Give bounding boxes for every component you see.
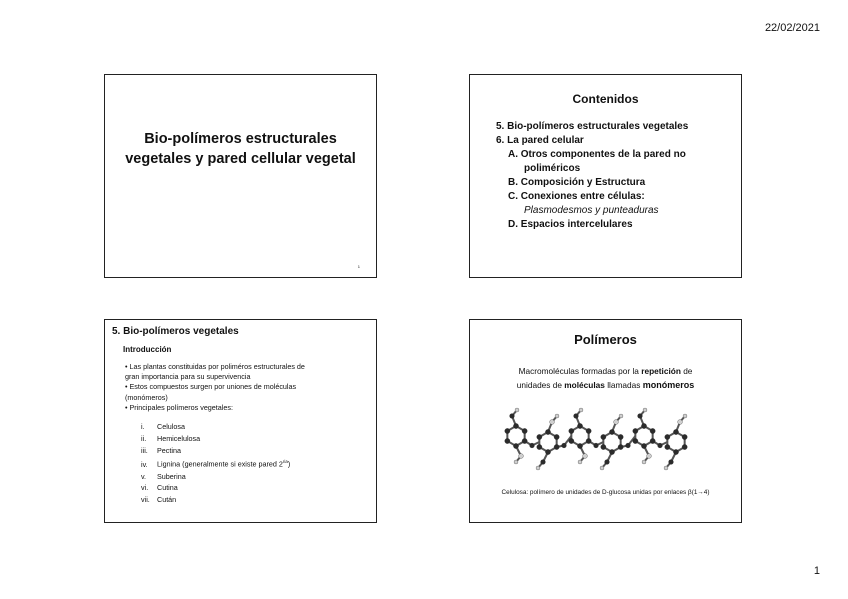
atom xyxy=(536,466,540,470)
atom xyxy=(594,443,599,448)
atom xyxy=(665,444,670,449)
atom xyxy=(554,444,559,449)
molecule-caption: Celulosa: polímero de unidades de D-glucosa unidas por enlaces β(1→4) xyxy=(501,489,710,496)
slide-thumbnail-2 xyxy=(469,74,742,278)
atom xyxy=(510,414,515,419)
desc-emph-repeticion: repetición xyxy=(641,366,681,376)
bullet-3: • Principales polímeros vegetales: xyxy=(125,402,233,412)
superscript: ria xyxy=(282,459,288,465)
slide1-title xyxy=(115,129,366,169)
desc-part: de xyxy=(680,366,693,376)
atom xyxy=(682,444,687,449)
atom xyxy=(678,420,683,425)
list-text: Cután xyxy=(157,495,177,505)
list-item xyxy=(141,445,290,457)
atom xyxy=(577,423,582,428)
atom xyxy=(633,438,638,443)
atom xyxy=(578,460,582,464)
atom xyxy=(658,443,663,448)
contents-item-5: 5. Bio-polímeros estructurales vegetales xyxy=(496,121,689,132)
list-text: Suberina xyxy=(157,471,186,481)
slide1-title-line1: Bio-polímeros estructurales xyxy=(144,131,337,147)
slide3-intro: Introducción xyxy=(123,345,172,354)
atom xyxy=(555,414,559,418)
atom xyxy=(673,449,678,454)
list-item xyxy=(141,421,290,433)
desc-line-2 xyxy=(480,378,731,392)
list-number: iii. xyxy=(141,445,148,455)
atom xyxy=(614,420,619,425)
atom xyxy=(633,428,638,433)
atom xyxy=(650,438,655,443)
atom xyxy=(562,443,567,448)
list-number: v. xyxy=(141,471,147,481)
atom xyxy=(586,428,591,433)
atom xyxy=(647,454,652,459)
atom xyxy=(554,434,559,439)
list-number: ii. xyxy=(141,433,147,443)
desc-line-1 xyxy=(480,364,731,378)
list-number: i. xyxy=(141,422,145,431)
atom xyxy=(522,428,527,433)
desc-emph-moleculas: moléculas xyxy=(564,380,605,390)
atom xyxy=(669,460,674,465)
atom xyxy=(619,414,623,418)
atom xyxy=(650,428,655,433)
atom xyxy=(618,444,623,449)
atom xyxy=(618,434,623,439)
atom xyxy=(601,444,606,449)
contents-item-a-cont: poliméricos xyxy=(524,163,581,174)
list-text: Cutina xyxy=(157,483,178,493)
slide1-title-line2: vegetales y pared cellular vegetal xyxy=(125,151,356,167)
atom xyxy=(583,454,588,459)
atom xyxy=(574,414,579,419)
atom xyxy=(505,428,510,433)
atom xyxy=(514,460,518,464)
contents-item-6: 6. La pared celular xyxy=(496,135,584,146)
contents-item-b: B. Composición y Estructura xyxy=(508,177,646,188)
atom xyxy=(579,408,583,412)
contents-item-c-sub: Plasmodesmos y punteaduras xyxy=(524,205,659,216)
slide3-title: 5. Bio-polímeros vegetales xyxy=(112,326,239,337)
atom xyxy=(545,429,550,434)
atom xyxy=(682,434,687,439)
bullet-2-line-2: (monómeros) xyxy=(125,392,168,402)
desc-part: llamadas xyxy=(604,380,643,390)
atom xyxy=(577,443,582,448)
slide2-title: Contenidos xyxy=(572,92,639,106)
list-text: Lignina (generalmente si existe pared 2 xyxy=(157,459,283,469)
contents-list xyxy=(496,120,688,232)
list-number: vii. xyxy=(141,495,150,505)
atom xyxy=(600,466,604,470)
atom xyxy=(609,449,614,454)
slide1-number: 1 xyxy=(357,264,360,269)
slide4-title: Polímeros xyxy=(574,332,637,347)
list-number: vi. xyxy=(141,483,149,493)
atom xyxy=(642,460,646,464)
desc-part: unidades de xyxy=(516,380,565,390)
contents-item-a: A. Otros componentes de la pared no xyxy=(508,149,686,160)
contents-item-d: D. Espacios intercelulares xyxy=(508,219,633,230)
bullet-1-line-2: gran importancia para su supervivencia xyxy=(125,372,251,382)
atom xyxy=(586,438,591,443)
list-text: Celulosa xyxy=(157,422,185,431)
atom xyxy=(569,428,574,433)
slide-thumbnail-3 xyxy=(104,319,377,523)
atom xyxy=(673,429,678,434)
slide-thumbnail-1 xyxy=(104,74,377,278)
atom xyxy=(609,429,614,434)
list-item xyxy=(141,482,290,494)
atom xyxy=(665,434,670,439)
list-text-end: ) xyxy=(287,459,291,469)
desc-emph-monomeros: monómeros xyxy=(642,380,695,390)
list-item xyxy=(141,456,290,470)
atom xyxy=(605,460,610,465)
atom xyxy=(643,408,647,412)
list-item xyxy=(141,433,290,445)
atom xyxy=(626,443,631,448)
atom xyxy=(513,423,518,428)
date-header: 22/02/2021 xyxy=(764,22,820,34)
atom xyxy=(537,434,542,439)
bullet-1-line-1: • Las plantas constituidas por poliméros estructurales de xyxy=(125,362,305,371)
cellulose-molecule-illustration xyxy=(500,404,705,474)
slide4-description xyxy=(480,364,731,392)
slide3-bullets xyxy=(125,362,370,413)
bullet-2-line-1: • Estos compuestos surgen por uniones de moléculas xyxy=(125,382,297,392)
list-item xyxy=(141,471,290,483)
list-text: Hemicelulosa xyxy=(157,433,201,443)
atom xyxy=(541,460,546,465)
atom xyxy=(641,443,646,448)
atom xyxy=(513,443,518,448)
list-number: iv. xyxy=(141,459,148,469)
atom xyxy=(569,438,574,443)
page-number: 1 xyxy=(813,565,820,577)
atom xyxy=(664,466,668,470)
atom xyxy=(515,408,519,412)
atom xyxy=(641,423,646,428)
list-text: Pectina xyxy=(157,445,181,455)
contents-item-c: C. Conexiones entre células: xyxy=(508,191,645,202)
atom xyxy=(505,438,510,443)
list-item xyxy=(141,494,290,506)
atom xyxy=(537,444,542,449)
atom xyxy=(601,434,606,439)
atom xyxy=(545,449,550,454)
atom xyxy=(683,414,687,418)
desc-part: Macromoléculas formadas por la xyxy=(518,366,642,376)
atom xyxy=(530,443,535,448)
slide-thumbnail-4 xyxy=(469,319,742,523)
atom xyxy=(519,454,524,459)
atom xyxy=(638,414,643,419)
atom xyxy=(550,420,555,425)
polymer-list xyxy=(141,421,290,506)
atom xyxy=(522,438,527,443)
